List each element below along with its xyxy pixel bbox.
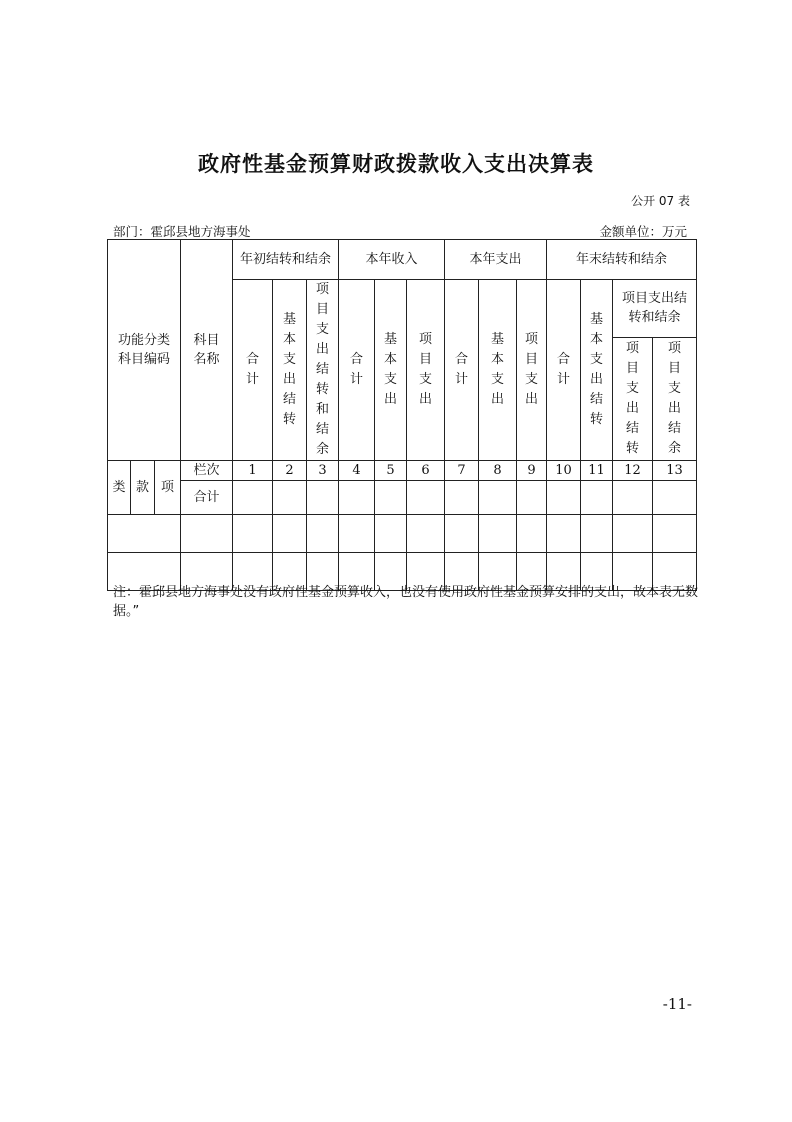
expense-project-header: 项目支出 [517, 280, 547, 461]
expense-total-header: 合计 [445, 280, 479, 461]
column-number: 12 [613, 461, 653, 481]
column-number: 8 [479, 461, 517, 481]
table-cell [653, 481, 697, 515]
column-number: 11 [581, 461, 613, 481]
column-number: 10 [547, 461, 581, 481]
page-title: 政府性基金预算财政拨款收入支出决算表 [198, 152, 594, 176]
end-total-header: 合计 [547, 280, 581, 461]
group-begin-header: 年初结转和结余 [233, 240, 339, 280]
total-row-label: 合计 [181, 481, 233, 515]
table-cell [547, 481, 581, 515]
begin-total-header: 合计 [233, 280, 273, 461]
income-project-header: 项目支出 [407, 280, 445, 461]
column-number: 1 [233, 461, 273, 481]
subject-name-header: 科目名称 [181, 240, 233, 461]
end-basic-header: 基本支出结转 [581, 280, 613, 461]
class-header: 类 [108, 461, 131, 515]
group-end-header: 年末结转和结余 [547, 240, 697, 280]
form-number: 公开 07 表 [631, 194, 690, 208]
department-label: 部门：霍邱县地方海事处 [113, 224, 251, 239]
group-expense-header: 本年支出 [445, 240, 547, 280]
income-total-header: 合计 [339, 280, 375, 461]
column-number: 13 [653, 461, 697, 481]
table-cell [273, 481, 307, 515]
footnote: 注：霍邱县地方海事处没有政府性基金预算收入，也没有使用政府性基金预算安排的支出，故本表无数据。” [113, 585, 699, 619]
fund-budget-table [107, 239, 697, 591]
column-number: 2 [273, 461, 307, 481]
table-cell [445, 481, 479, 515]
table-cell [407, 481, 445, 515]
column-number: 4 [339, 461, 375, 481]
income-basic-header: 基本支出 [375, 280, 407, 461]
column-number: 3 [307, 461, 339, 481]
column-index-label: 栏次 [181, 461, 233, 481]
item-header: 项 [155, 461, 181, 515]
group-income-header: 本年收入 [339, 240, 445, 280]
end-project-group-header: 项目支出结转和结余 [613, 280, 697, 338]
table-cell [517, 481, 547, 515]
expense-basic-header: 基本支出 [479, 280, 517, 461]
section-header: 款 [131, 461, 155, 515]
table-row [108, 515, 697, 553]
begin-project-header: 项目支出结转和结余 [307, 280, 339, 461]
column-number: 6 [407, 461, 445, 481]
column-number: 9 [517, 461, 547, 481]
table-cell [479, 481, 517, 515]
column-number: 7 [445, 461, 479, 481]
table-cell [613, 481, 653, 515]
amount-unit-label: 金额单位：万元 [599, 224, 687, 239]
table-cell [307, 481, 339, 515]
begin-basic-header: 基本支出结转 [273, 280, 307, 461]
column-number: 5 [375, 461, 407, 481]
table-cell [375, 481, 407, 515]
table-cell [339, 481, 375, 515]
table-cell [233, 481, 273, 515]
func-code-header: 功能分类科目编码 [108, 240, 181, 461]
end-project-carry-header: 项目支出结转 [613, 337, 653, 460]
table-cell [581, 481, 613, 515]
end-project-balance-header: 项目支出结余 [653, 337, 697, 460]
page-number: -11- [662, 995, 692, 1013]
